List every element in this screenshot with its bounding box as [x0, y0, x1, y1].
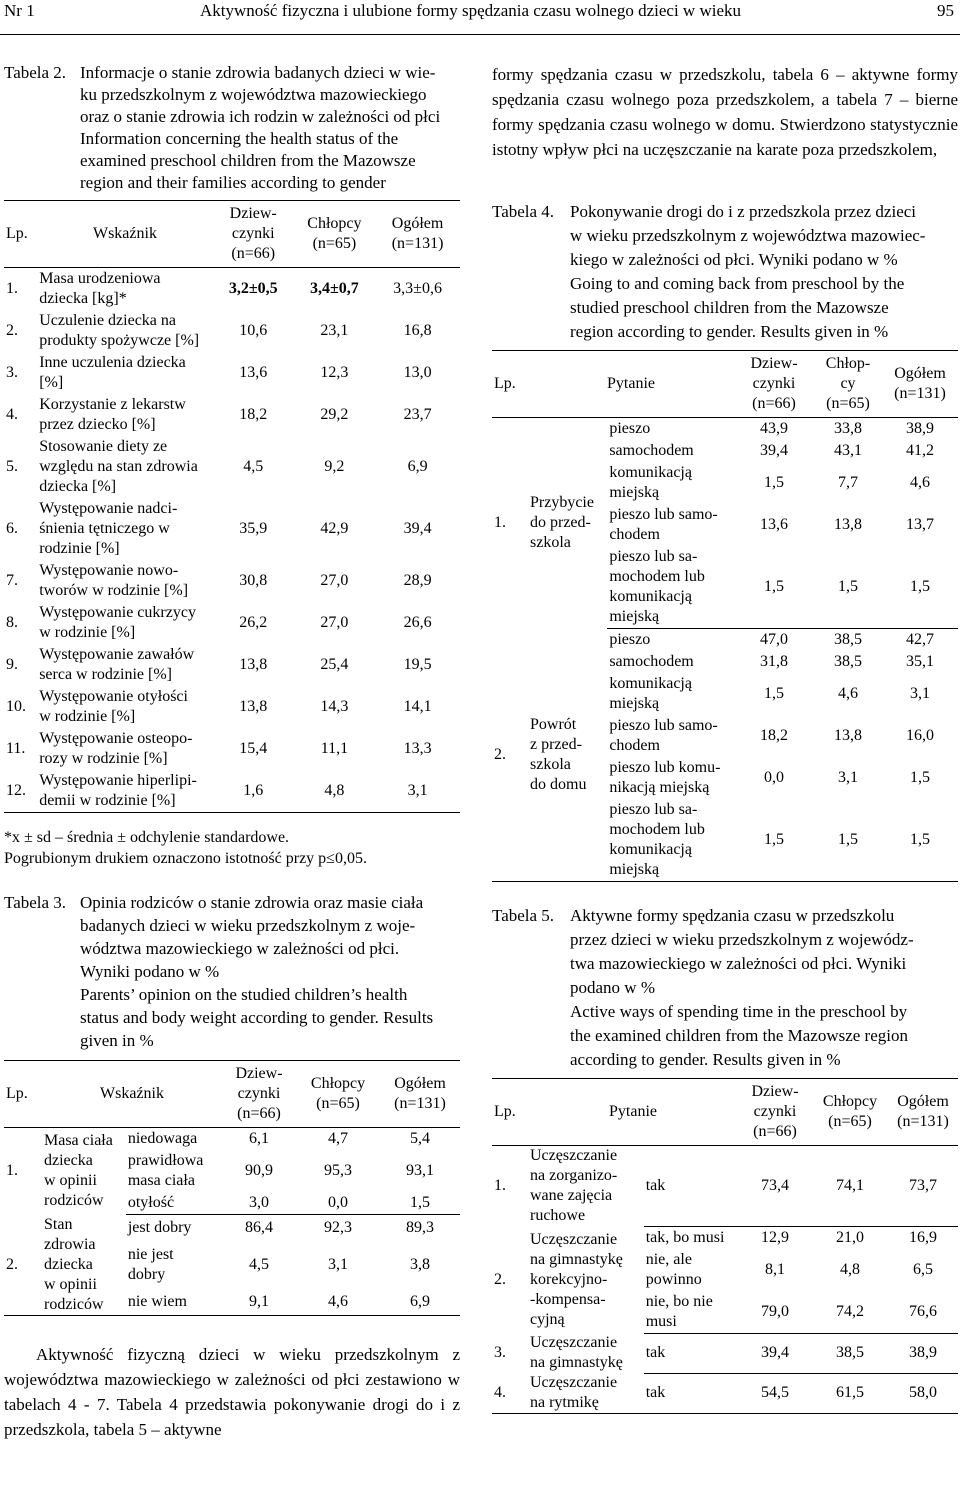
value-girls: 31,8: [760, 653, 788, 670]
table-row: [492, 1226, 958, 1249]
table3-header-row: [4, 1061, 460, 1128]
table4-title-line: kiego w zależności od płci. Wyniki podano w %: [570, 250, 898, 269]
value-boys: 4,8: [840, 1260, 860, 1278]
value-total: 76,6: [909, 1302, 937, 1320]
table4: [492, 350, 958, 882]
value-total: 5,4: [380, 1128, 460, 1151]
table3: [4, 1060, 460, 1316]
value-girls: 39,4: [760, 442, 788, 459]
table4-label: Tabela 4.: [492, 202, 555, 221]
table5-title-line: Active ways of spending time in the preschool by: [570, 1002, 908, 1021]
table5-header-row: [492, 1079, 958, 1146]
table4-title-line: Going to and coming back from preschool by the: [570, 274, 905, 293]
table2-header-row: [4, 201, 460, 268]
group-label: Uczęszczanie na zorganizo- wane zajęcia ruchowe: [530, 1147, 618, 1224]
table5-title-line: przez dzieci w wieku przedszkolnym z wojewódz-: [570, 930, 914, 949]
answer-label: pieszo: [607, 418, 734, 441]
table4-title: [570, 200, 958, 344]
value-girls: 0,0: [764, 769, 784, 786]
table5-caption: [492, 904, 958, 1072]
table-row: [4, 728, 460, 770]
value-boys: 13,8: [834, 727, 862, 744]
table4-title-line: region according to gender. Results given in %: [570, 322, 889, 341]
row-label: Występowanie otyłości w rodzinie [%]: [39, 688, 188, 725]
value-girls: 15,4: [239, 740, 268, 757]
table3-caption: [4, 891, 460, 1052]
table4-title-line: w wieku przedszkolnym z województwa mazowiec-: [570, 226, 926, 245]
answer-label: pieszo lub samo- chodem: [609, 506, 718, 543]
table-row: [4, 436, 460, 498]
value-total: 38,9: [888, 1333, 958, 1373]
group-label: Uczęszczanie na gimnastykę korekcyjno- -kompensa- cyjną: [530, 1230, 623, 1328]
table2-header-girls: Dziew- czynki (n=66): [213, 201, 294, 268]
row-number: 5.: [6, 458, 18, 475]
row-number: 9.: [6, 656, 18, 673]
group-label: Uczęszczanie na gimnastykę: [530, 1334, 623, 1371]
table5-title-line: Aktywne formy spędzania czasu w przedszkolu: [570, 906, 895, 925]
table3-header-boys: Chłopcy (n=65): [296, 1061, 380, 1128]
table4-header-boys: Chłop- cy (n=65): [814, 351, 882, 418]
value-boys: 95,3: [324, 1162, 352, 1179]
table-row: [4, 352, 460, 394]
table3-title: [80, 891, 460, 1052]
value-total: 16,9: [888, 1226, 958, 1249]
table4-caption: [492, 200, 958, 344]
value-boys: 74,2: [836, 1302, 864, 1320]
group-number: 3.: [494, 1344, 506, 1361]
value-boys: 13,8: [834, 516, 862, 533]
value-girls: 1,5: [764, 578, 784, 595]
value-boys: 43,1: [834, 442, 862, 459]
value-boys: 38,5: [812, 1333, 888, 1373]
value-boys: 29,2: [320, 406, 349, 423]
group-label: Uczęszczanie na rytmikę: [528, 1373, 644, 1414]
answer-label: samochodem: [609, 442, 694, 459]
value-total: 6,9: [407, 458, 428, 475]
value-boys: 3,1: [328, 1255, 348, 1273]
table2-title-line: region and their families according to gender: [80, 173, 386, 192]
value-girls: 39,4: [738, 1333, 812, 1373]
row-label: Występowanie zawałów serca w rodzinie [%]: [39, 646, 195, 683]
value-girls: 90,9: [245, 1162, 273, 1179]
table-row: [492, 418, 958, 441]
value-boys: 42,9: [320, 520, 349, 537]
value-total: 89,3: [380, 1215, 460, 1241]
value-girls: 4,5: [243, 458, 264, 475]
table4-title-line: Pokonywanie drogi do i z przedszkola przez dzieci: [570, 202, 917, 221]
table2-header-boys: Chłopcy (n=65): [294, 201, 375, 268]
group-label: Przybycie do przed- szkola: [530, 494, 594, 552]
table2-title-line: Informacje o stanie zdrowia badanych dzieci w wie-: [80, 63, 436, 82]
answer-label: otyłość: [127, 1194, 175, 1211]
value-girls: 13,8: [239, 656, 268, 673]
value-boys: 14,3: [320, 698, 349, 715]
table2-header-lp: Lp.: [4, 201, 37, 268]
row-label: Występowanie osteopo- rozy w rodzinie [%]: [39, 730, 193, 767]
value-boys: 74,1: [812, 1146, 888, 1227]
value-total: 3,3±0,6: [393, 280, 442, 297]
row-label: Stosowanie diety ze względu na stan zdrowia dziecka [%]: [39, 438, 198, 495]
table-row: [4, 498, 460, 560]
value-total: 16,0: [906, 727, 934, 744]
right-column: [492, 62, 958, 1414]
table5-header-question: Pytanie: [528, 1079, 738, 1146]
value-boys: 3,1: [838, 769, 858, 786]
page-number: 95: [937, 1, 954, 20]
table3-title-line: Parents’ opinion on the studied children’s health: [80, 985, 408, 1004]
group-number: 1.: [494, 1177, 506, 1194]
row-label: Korzystanie z lekarstw przez dziecko [%]: [39, 396, 186, 433]
value-girls: 3,0: [249, 1194, 269, 1211]
table2-title-line: Information concerning the health status of the: [80, 129, 399, 148]
answer-label: tak, bo musi: [644, 1226, 738, 1249]
journal-number: Nr 1: [4, 1, 35, 20]
table-row: [492, 629, 958, 652]
answer-label: nie jest dobry: [127, 1245, 174, 1283]
answer-label: nie wiem: [126, 1289, 222, 1315]
value-girls: 35,9: [239, 520, 268, 537]
value-boys: 3,4±0,7: [310, 280, 359, 297]
value-total: 58,0: [888, 1373, 958, 1414]
table5-header-lp: Lp.: [492, 1079, 528, 1146]
value-total: 13,0: [403, 364, 432, 381]
value-total: 19,5: [403, 656, 432, 673]
table-row: [4, 310, 460, 352]
table5-title-line: podano w %: [570, 978, 655, 997]
group-number: 2.: [4, 1215, 42, 1316]
value-total: 1,5: [910, 769, 930, 786]
table-row: [4, 1128, 460, 1151]
value-total: 1,5: [882, 799, 958, 882]
value-girls: 54,5: [738, 1373, 812, 1414]
row-label: Inne uczulenia dziecka [%]: [39, 354, 186, 391]
answer-label: tak: [644, 1333, 738, 1373]
value-boys: 0,0: [328, 1194, 348, 1211]
table-row: [4, 394, 460, 436]
answer-label: prawidłowa masa ciała: [127, 1152, 204, 1189]
value-boys: 61,5: [812, 1373, 888, 1414]
answer-label: nie, bo nie musi: [645, 1292, 713, 1330]
value-boys: 25,4: [320, 656, 349, 673]
value-boys: 27,0: [320, 572, 349, 589]
table2-title: [80, 62, 460, 194]
value-boys: 1,5: [814, 799, 882, 882]
value-girls: 1,6: [213, 770, 294, 813]
value-total: 41,2: [906, 442, 934, 459]
body-text-right: formy spędzania czasu w przedszkolu, tabela 6 – aktywne formy spędzania czasu wolnego poza przedszkolem, a tabela 7 – bierne formy spędzania czasu wolnego w domu. Stwierdzono statystycznie istotny wpływ płci na uczęszczanie na karate poza przedszkolem,: [492, 65, 958, 159]
value-boys: 4,8: [294, 770, 375, 813]
table2-note-bold: Pogrubionym drukiem oznaczono istotność przy p≤0,05.: [4, 850, 367, 867]
value-total: 1,5: [410, 1194, 430, 1211]
value-girls: 79,0: [761, 1302, 789, 1320]
table4-header-girls: Dziew- czynki (n=66): [734, 351, 814, 418]
body-text-left: Aktywność fizyczną dzieci w wieku przedszkolnym z województwa mazowieckiego w zależności od płci zestawiono w tabelach 4 - 7. Tabela 4 przedstawia pokonywanie drogi do i z przedszkola, tabela 5 – aktywne: [4, 1344, 460, 1439]
value-total: 93,1: [406, 1162, 434, 1179]
value-total: 35,1: [906, 653, 934, 670]
table4-header-row: [492, 351, 958, 418]
table-row: [492, 1373, 958, 1414]
table3-title-line: status and body weight according to gender. Results: [80, 1008, 434, 1027]
value-boys: 4,6: [838, 685, 858, 702]
value-girls: 8,1: [765, 1260, 785, 1278]
value-boys: 11,1: [320, 740, 349, 757]
row-number: 12.: [4, 770, 37, 813]
value-total: 3,1: [910, 685, 930, 702]
row-label: Występowanie hiperlipi- demii w rodzinie [%]: [37, 770, 213, 813]
table5-title-line: the examined children from the Mazowsze region: [570, 1026, 908, 1045]
answer-label: niedowaga: [126, 1128, 222, 1151]
table5-title-line: according to gender. Results given in %: [570, 1050, 841, 1069]
row-label: Występowanie nadci- śnienia tętniczego w rodzinie [%]: [39, 500, 178, 557]
value-boys: 9,2: [324, 458, 345, 475]
answer-label: pieszo lub sa- mochodem lub komunikacją miejską: [609, 548, 705, 625]
row-number: 4.: [6, 406, 18, 423]
table5: [492, 1078, 958, 1414]
answer-label: pieszo lub sa- mochodem lub komunikacją miejską: [607, 799, 734, 882]
value-boys: 38,5: [834, 653, 862, 670]
table-row: [4, 560, 460, 602]
row-label: Uczulenie dziecka na produkty spożywcze [%]: [39, 312, 200, 349]
value-boys: 27,0: [320, 614, 349, 631]
table2-caption: [4, 62, 460, 194]
table2-label: Tabela 2.: [4, 63, 67, 82]
row-number: 2.: [6, 322, 18, 339]
table5-header-total: Ogółem (n=131): [888, 1079, 958, 1146]
value-total: 42,7: [882, 629, 958, 652]
value-total: 13,3: [403, 740, 432, 757]
table2-header-total: Ogółem (n=131): [375, 201, 460, 268]
table5-title-line: twa mazowieckiego w zależności od płci. Wyniki: [570, 954, 907, 973]
page-header: [0, 0, 960, 35]
answer-label: tak: [644, 1373, 738, 1414]
table-row: [4, 686, 460, 728]
answer-label: pieszo lub komu- nikacją miejską: [609, 759, 721, 796]
value-girls: 3,2±0,5: [228, 280, 278, 297]
table2-title-line: oraz o stanie zdrowia ich rodzin w zależności od płci: [80, 107, 441, 126]
table3-header-indicator: Wskaźnik: [42, 1061, 222, 1128]
table4-header-question: Pytanie: [528, 351, 734, 418]
table3-header-total: Ogółem (n=131): [380, 1061, 460, 1128]
table3-title-line: wództwa mazowieckiego w zależności od płci.: [80, 939, 400, 958]
value-girls: 1,5: [764, 474, 784, 491]
value-total: 73,7: [888, 1146, 958, 1227]
value-total: 3,1: [375, 770, 460, 813]
value-girls: 13,6: [239, 364, 268, 381]
value-total: 13,7: [906, 516, 934, 533]
running-title: Aktywność fizyczna i ulubione formy spędzania czasu wolnego dzieci w wieku: [200, 1, 741, 20]
value-boys: 12,3: [320, 364, 349, 381]
value-total: 4,6: [910, 474, 930, 491]
answer-label: komunikacją miejską: [609, 675, 692, 712]
value-total: 26,6: [403, 614, 432, 631]
value-boys: 21,0: [812, 1226, 888, 1249]
table3-title-line: given in %: [80, 1031, 154, 1050]
value-total: 28,9: [403, 572, 432, 589]
group-label: Stan zdrowia dziecka w opinii rodziców: [42, 1215, 126, 1316]
table4-title-line: studied preschool children from the Mazowsze: [570, 298, 889, 317]
row-number: 8.: [6, 614, 18, 631]
row-label: Występowanie cukrzycy w rodzinie [%]: [39, 604, 196, 641]
table2-note-sd: *x ± sd – średnia ± odchylenie standardowe.: [4, 829, 290, 846]
value-total: 38,9: [882, 418, 958, 441]
row-label: Występowanie nowo- tworów w rodzinie [%]: [39, 562, 189, 599]
group-number: 4.: [492, 1373, 528, 1414]
table2-title-line: examined preschool children from the Mazowsze: [80, 151, 416, 170]
table5-header-boys: Chłopcy (n=65): [812, 1079, 888, 1146]
table3-title-line: Wyniki podano w %: [80, 962, 220, 981]
group-number: 2.: [494, 1270, 506, 1288]
answer-label: pieszo lub samo- chodem: [609, 717, 718, 754]
table-row: [4, 644, 460, 686]
group-number: 2.: [492, 629, 528, 882]
value-boys: 4,6: [296, 1289, 380, 1315]
row-number: 11.: [6, 740, 26, 757]
table5-header-girls: Dziew- czynki (n=66): [738, 1079, 812, 1146]
table3-title-line: badanych dzieci w wieku przedszkolnym z woje-: [80, 916, 416, 935]
value-boys: 23,1: [320, 322, 349, 339]
value-boys: 92,3: [296, 1215, 380, 1241]
value-girls: 47,0: [734, 629, 814, 652]
left-column: [4, 62, 460, 1442]
value-boys: 7,7: [838, 474, 858, 491]
table2-notes: [4, 827, 460, 869]
value-girls: 1,5: [764, 685, 784, 702]
value-girls: 6,1: [222, 1128, 296, 1151]
value-girls: 18,2: [760, 727, 788, 744]
value-girls: 13,6: [760, 516, 788, 533]
value-girls: 1,5: [734, 799, 814, 882]
value-boys: 4,7: [296, 1128, 380, 1151]
answer-label: komunikacją miejską: [609, 464, 692, 501]
table-row: [4, 770, 460, 813]
value-total: 3,8: [410, 1255, 430, 1273]
table3-title-line: Opinia rodziców o stanie zdrowia oraz masie ciała: [80, 893, 424, 912]
value-girls: 86,4: [222, 1215, 296, 1241]
value-total: 6,5: [913, 1260, 933, 1278]
value-total: 1,5: [910, 578, 930, 595]
table-row: [492, 1333, 958, 1373]
table-row: [492, 1146, 958, 1227]
row-number: 7.: [6, 572, 18, 589]
value-total: 14,1: [403, 698, 432, 715]
value-boys: 38,5: [814, 629, 882, 652]
row-number: 6.: [6, 520, 18, 537]
answer-label: tak: [644, 1146, 738, 1227]
row-label: Masa urodzeniowa dziecka [kg]*: [39, 270, 161, 307]
answer-label: nie, ale powinno: [645, 1250, 702, 1288]
table5-label: Tabela 5.: [492, 906, 555, 925]
value-girls: 10,6: [239, 322, 268, 339]
value-boys: 1,5: [838, 578, 858, 595]
row-number: 10.: [6, 698, 26, 715]
table2: [4, 200, 460, 813]
table-row: [4, 268, 460, 311]
value-total: 6,9: [380, 1289, 460, 1315]
value-girls: 4,5: [249, 1255, 269, 1273]
value-girls: 12,9: [738, 1226, 812, 1249]
value-girls: 73,4: [738, 1146, 812, 1227]
value-girls: 18,2: [239, 406, 268, 423]
group-number: 1.: [494, 514, 506, 532]
value-girls: 43,9: [734, 418, 814, 441]
group-label: Masa ciała dziecka w opinii rodziców: [44, 1132, 113, 1210]
value-girls: 9,1: [222, 1289, 296, 1315]
value-girls: 13,8: [239, 698, 268, 715]
answer-label: jest dobry: [126, 1215, 222, 1241]
row-number: 1.: [6, 280, 18, 297]
table3-header-lp: Lp.: [4, 1061, 42, 1128]
answer-label: pieszo: [607, 629, 734, 652]
value-boys: 33,8: [814, 418, 882, 441]
value-total: 16,8: [403, 322, 432, 339]
table2-header-indicator: Wskaźnik: [37, 201, 213, 268]
group-number: 1.: [6, 1162, 18, 1180]
table3-header-girls: Dziew- czynki (n=66): [222, 1061, 296, 1128]
table5-title: [570, 904, 958, 1072]
table4-header-total: Ogółem (n=131): [882, 351, 958, 418]
answer-label: samochodem: [609, 653, 694, 670]
value-girls: 26,2: [239, 614, 268, 631]
table-row: [4, 602, 460, 644]
value-total: 23,7: [403, 406, 432, 423]
row-number: 3.: [6, 364, 18, 381]
table-row: [4, 1215, 460, 1241]
group-label: Powrót z przed- szkola do domu: [528, 629, 607, 882]
value-girls: 30,8: [239, 572, 268, 589]
table3-label: Tabela 3.: [4, 893, 67, 912]
table4-header-lp: Lp.: [492, 351, 528, 418]
table2-title-line: ku przedszkolnym z województwa mazowieckiego: [80, 85, 427, 104]
value-total: 39,4: [403, 520, 432, 537]
